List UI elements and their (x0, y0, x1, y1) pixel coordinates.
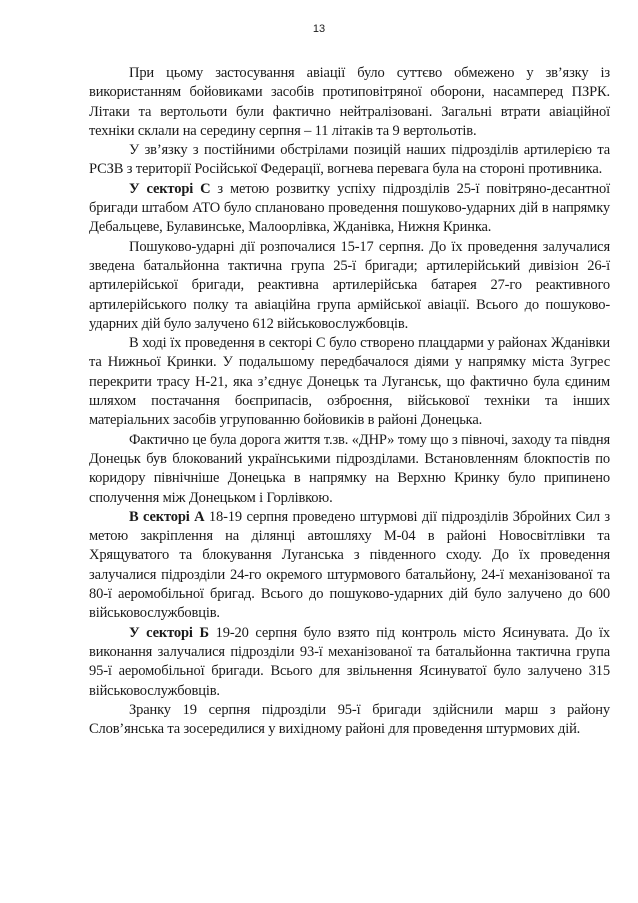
paragraph-text: з метою розвитку успіху підрозділів 25-ї повітряно-десантної бригади штабом АТО було сплановано проведення пошуково-ударних дій в напрямку Дебальцеве, Булавинське, Малоорлівка, Жданівка, Нижня Кринка. (89, 180, 611, 236)
paragraph-lead: В секторі А (129, 508, 205, 525)
paragraph-road-of-life (89, 431, 610, 508)
paragraph-text: Фактично це була дорога життя т.зв. «ДНР» тому що з півночі, заходу та півдня Донецьк був блокований українськими підрозділами. Встановленням блокпостів по коридору північніше Донецька в напрямку на Верхню Кринку було припинено сполучення між Донецьком і Горлівкою. (89, 431, 610, 506)
page-number: 13 (312, 23, 326, 35)
paragraph-lead: У секторі С (129, 180, 211, 197)
paragraph-bridgeheads (89, 334, 610, 430)
paragraph-march-95th-brigade (89, 701, 610, 740)
document-body (89, 64, 610, 739)
paragraph-sector-c (89, 180, 610, 238)
paragraph-text: 19-20 серпня було взято під контроль місто Ясинувата. До їх виконання залучалися підрозділи 93-ї механізованої та батальйонна тактична група 95-ї аеромобільної бригади. Всього для звільнення Ясинуватої було залучено 315 військовослужбовців. (89, 624, 610, 699)
paragraph-text: Пошуково-ударні дії розпочалися 15-17 серпня. До їх проведення залучалися зведена батальйонна тактична група 25-ї бригади; артилерійський дивізіон 26-ї артилерійської бригади, реактивна артилерійська батарея 27-го реактивного артилерійського полку та авіаційна група армійської авіації. Всього до пошуково-ударних дій було залучено 612 військовослужбовців. (89, 238, 610, 332)
paragraph-text: При цьому застосування авіації було суттєво обмежено у зв’язку із використанням бойовиками засобів протиповітряної оборони, насамперед ПЗРК. Літаки та вертольоти були фактично нейтралізовані. Загальні втрати авіаційної техніки склали на середину серпня – 11 літаків та 9 вертольотів. (89, 65, 610, 139)
paragraph-text: 18-19 серпня проведено штурмові дії підрозділів Збройних Сил з метою закріплення на ділянці автошляху М-04 в районі Новосвітлівки та Хрящуватого та блокування Луганська з південного сходу. До їх проведення залучалися підрозділи 24-го окремого штурмового батальйону, 24-ї механізованої та 80-ї аеромобільної бригад. Всього до пошуково-ударних дій було залучено до 600 військовослужбовців. (89, 508, 611, 622)
paragraph-artillery-shelling (89, 141, 610, 180)
paragraph-text: В ході їх проведення в секторі С було створено плацдарми у районах Жданівки та Нижньої Кринки. У подальшому передбачалося діями у напрямку міста Зугрес перекрити трасу Н-21, яка з’єднує Донецьк та Луганськ, що фактично була єдиним шляхом постачання боєприпасів, озброєння, військової техніки та інших матеріальних засобів угрупованню бойовиків в районі Донецька. (89, 335, 610, 429)
paragraph-aviation-limits (89, 64, 610, 141)
paragraph-text: Зранку 19 серпня підрозділи 95-ї бригади здійснили марш з району Слов’янська та зосередилися у вихідному районі для проведення штурмових дій. (89, 701, 610, 738)
paragraph-sector-a (89, 508, 610, 624)
paragraph-lead: У секторі Б (129, 624, 209, 641)
paragraph-sector-b (89, 624, 610, 701)
paragraph-text: У зв’язку з постійними обстрілами позицій наших підрозділів артилерією та РСЗВ з території Російської Федерації, вогнева перевага була на стороні противника. (89, 142, 610, 178)
paragraph-search-strike-actions (89, 238, 610, 334)
